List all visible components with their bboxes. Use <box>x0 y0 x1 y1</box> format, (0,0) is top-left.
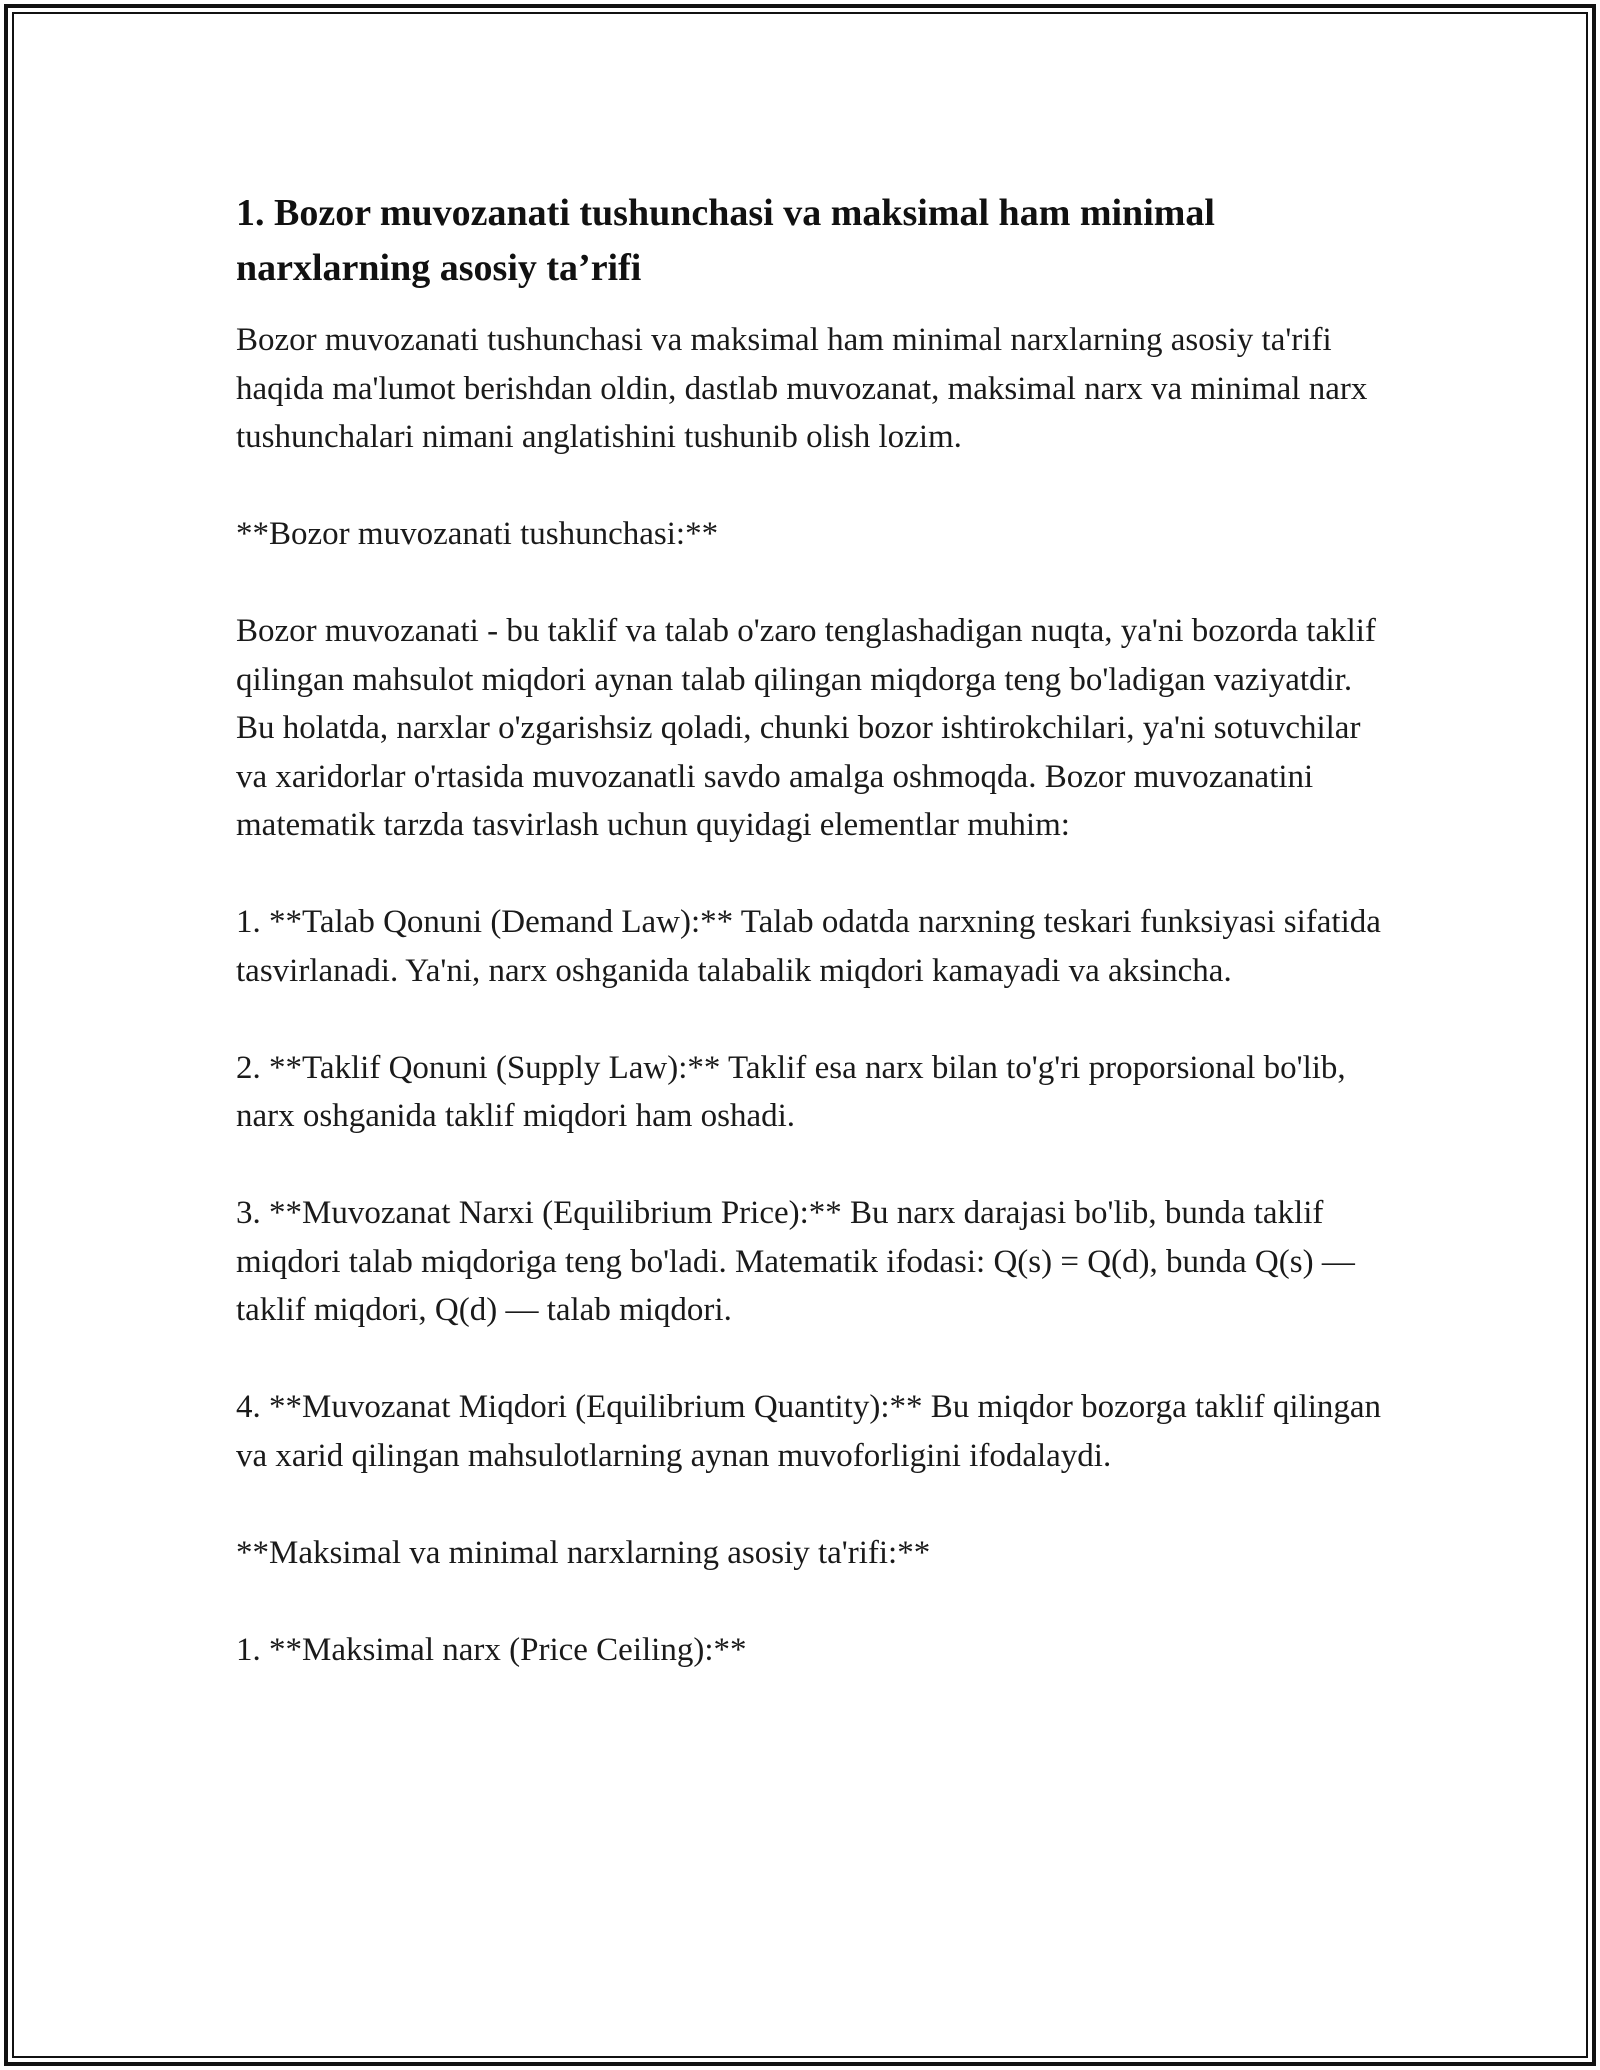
document-body <box>236 186 1386 1723</box>
list-item-price-ceiling: 1. **Maksimal narx (Price Ceiling):** <box>236 1631 747 1668</box>
list-item-equilibrium-price: 3. **Muvozanat Narxi (Equilibrium Price):** Bu narx darajasi bo'lib, bunda taklif miqdori talab miqdoriga teng bo'ladi. Matematik ifodasi: Q(s) = Q(d), bunda Q(s) — taklif miqdori, Q(d) — talab miqdori. <box>236 1195 1355 1328</box>
list-item-equilibrium-quantity: 4. **Muvozanat Miqdori (Equilibrium Quantity):** Bu miqdor bozorga taklif qilingan va xarid qilingan mahsulotlarning aynan muvoforligini ifodalaydi. <box>236 1389 1382 1474</box>
equilibrium-definition-paragraph: Bozor muvozanati - bu taklif va talab o'zaro tenglashadigan nuqta, ya'ni bozorda taklif qilingan mahsulot miqdori aynan talab qilingan miqdorga teng bo'ladigan vaziyatdir. Bu holatda, narxlar o'zgarishsiz qoladi, chunki bozor ishtirokchilari, ya'ni sotuvchilar va xaridorlar o'rtasida muvozanatli savdo amalga oshmoqda. Bozor muvozanatini matematik tarzda tasvirlash uchun quyidagi elementlar muhim: <box>236 613 1376 843</box>
list-item-supply-law: 2. **Taklif Qonuni (Supply Law):** Taklif esa narx bilan to'g'ri proporsional bo'lib, narx oshganida taklif miqdori ham oshadi. <box>236 1049 1346 1134</box>
intro-paragraph: Bozor muvozanati tushunchasi va maksimal ham minimal narxlarning asosiy ta'rifi haqida ma'lumot berishdan oldin, dastlab muvozanat, maksimal narx va minimal narx tushunchalari nimani anglatishini tushunib olish lozim. <box>236 322 1368 455</box>
section-title: 1. Bozor muvozanati tushunchasi va maksimal ham minimal narxlarning asosiy ta’rifi <box>236 192 1215 289</box>
list-item-demand-law: 1. **Talab Qonuni (Demand Law):** Talab odatda narxning teskari funksiyasi sifatida tasvirlanadi. Ya'ni, narx oshganida talabalik miqdori kamayadi va aksincha. <box>236 904 1381 989</box>
subheading-max-min-prices: **Maksimal va minimal narxlarning asosiy ta'rifi:** <box>236 1534 931 1571</box>
subheading-market-equilibrium: **Bozor muvozanati tushunchasi:** <box>236 516 719 552</box>
